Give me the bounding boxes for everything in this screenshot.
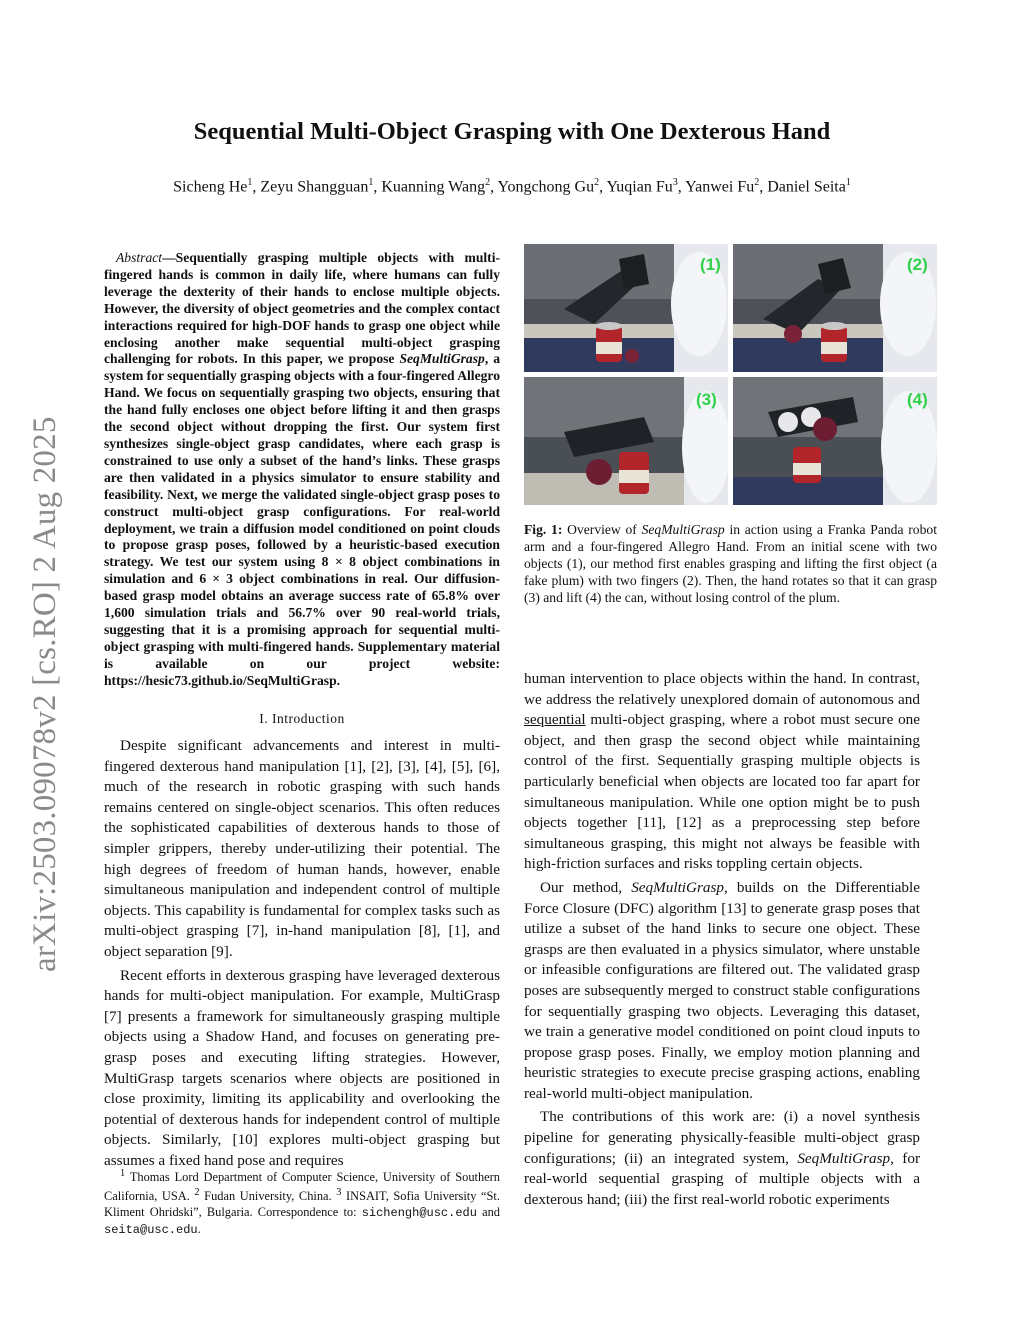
author: Daniel Seita <box>767 178 846 196</box>
paragraph: The contributions of this work are: (i) a novel synthesis pipeline for generating physically-feasible multi-object grasp configurations; (ii) an integrated system, SeqMultiGrasp, for real-world sequential grasping of multiple objects with a dexterous hand; (iii) the first real-world robotic experiments <box>524 1108 921 1208</box>
paper-title: Sequential Multi-Object Grasping with One Dexterous Hand <box>193 118 831 145</box>
author-list: Sicheng He$^1$, Zeyu Shangguan$^1$, Kuanning Wang$^2$, Yongchong Gu$^2$, Yuqian Fu$^3$, Yanwei Fu$^2$, Daniel Seita$^1$ <box>173 177 851 196</box>
section-heading: I. Introduction <box>259 711 345 726</box>
arxiv-stamp: arXiv:2503.09078v2 [cs.RO] 2 Aug 2025 <box>27 416 63 972</box>
author: Kuanning Wang <box>381 178 486 196</box>
right-column-text <box>524 669 920 1210</box>
abstract: Abstract—Sequentially grasping multiple objects with multi-fingered hands is common in daily life, where humans can fully leverage the dexterity of their hands to enclose multiple objects. However, the diversity of object geometries and the complex contact interactions required for high-DOF hands to grasp one object while enclosing another make sequential multi-object grasping challenging for robots. In this paper, we propose SeqMultiGrasp, a system for sequentially grasping objects with a four-fingered Allegro Hand. We focus on sequentially grasping two objects, ensuring that the hand fully encloses one object before lifting it and then grasps the second object without dropping the first. Our system first synthesizes single-object grasp candidates, where each grasp is constrained to use only a subset of the hand’s links. These grasps are then validated in a physics simulator to ensure stability and feasibility. Next, we merge the validated single-object grasp poses to construct multi-object grasp configurations. For real-world deployment, we train a diffusion model conditioned on point clouds to propose grasp poses, followed by a heuristic-based execution strategy. We test our system using 8 × 8 object combinations in simulation and 6 × 3 object combinations in real. Our diffusion-based grasp model obtains an average success rate of 65.8% over 1,600 simulation trials and 56.7% over 90 real-world trials, suggesting that it is a promising approach for sequential multi-object grasping with multi-fingered hands. Supplementary material is available on our project website: https://hesic73.github.io/SeqMultiGrasp. <box>104 250 500 688</box>
panel-label: (1) <box>700 255 721 274</box>
paragraph: human intervention to place objects within the hand. In contrast, we address the relatively unexplored domain of autonomous and sequential multi-object grasping, where a robot must secure one object, and then grasp the second object while maintaining control of the first. Sequentially grasping multiple objects is particularly beneficial when objects are located too far apart for simultaneous manipulation. While one option might be to push objects together [11], [12] as a preprocessing step before simultaneous grasping, this might not always be feasible with high-friction surfaces and risks toppling certain objects. <box>524 670 920 873</box>
email-link[interactable]: sichengh@usc.edu <box>361 1206 477 1221</box>
author: Yongchong Gu <box>497 178 595 196</box>
figure-panel-4 <box>733 377 937 505</box>
email-link[interactable]: seita@usc.edu <box>104 1223 198 1238</box>
author: Yuqian Fu <box>606 178 673 196</box>
paragraph: Recent efforts in dexterous grasping have leveraged dexterous hands for multi-object manipulation. For example, MultiGrasp [7] presents a framework for simultaneously grasping multiple objects using a Shadow Hand, and focuses on generating pre-grasp poses and executing lifting strategies. However, MultiGrasp targets scenarios where objects are positioned in close proximity, limiting its applicability and overlooking the potential of dexterous hands for independent control of multiple objects. Similarly, [10] explores multi-object grasping but assumes a fixed hand pose and requires <box>104 966 500 1169</box>
paragraph: Despite significant advancements and interest in multi-fingered dexterous hand manipulation [1], [2], [3], [4], [5], [6], much of the research in robotic grasping with such hands remains centered on single-object scenarios. This often reduces the sophisticated capabilities of dexterous hands to those of simpler grippers, thereby under-utilizing their potential. The high degrees of freedom of human hands, however, enable simultaneous manipulation and independent control of multiple objects. This capability is fundamental for complex tasks such as multi-object grasping [7], in-hand manipulation [8], [1], and object separation [9]. <box>104 737 500 960</box>
author: Sicheng He <box>173 178 248 196</box>
figure-panel-3 <box>524 377 728 505</box>
panel-label: (3) <box>696 390 717 409</box>
author: Yanwei Fu <box>685 178 755 196</box>
paragraph: Our method, SeqMultiGrasp, builds on the Differentiable Force Closure (DFC) algorithm [13] to generate grasp poses that utilize a subset of the hand links to secure one object. These grasps are then evaluated in a physics simulator, where unstable or infeasible configurations are filtered out. The validated grasp poses are subsequently merged to construct stable configurations for sequentially grasping two objects. Leveraging this dataset, we train a generative model conditioned on point cloud inputs to propose grasp poses. Finally, we employ motion planning and heuristic strategies to execute precise grasping actions, enabling real-world multi-object manipulation. <box>524 878 920 1102</box>
footnote: $^1$ Thomas Lord Department of Computer Science, University of Southern California, USA. $^2$ Fudan University, China. $^3$ INSAIT, Sofia University “St. Kliment Ohridski”, Bulgaria. Correspondence to: sichengh@usc.edu and seita@usc.edu. <box>104 1168 501 1238</box>
author: Zeyu Shangguan <box>260 178 369 196</box>
panel-label: (2) <box>907 255 928 274</box>
panel-label: (4) <box>907 390 928 409</box>
figure-1 <box>524 244 937 505</box>
figure-caption: Fig. 1: Overview of SeqMultiGrasp in action using a Franka Panda robot arm and a four-fingered Allegro Hand. From an initial scene with two objects (1), our method first enables grasping and lifting the first object (a fake plum) with two fingers (2). Then, the hand rotates so that it can grasp (3) and lift (4) the can, without losing control of the plum. <box>524 522 937 605</box>
figure-panel-1 <box>524 244 728 372</box>
figure-panel-2 <box>733 244 937 372</box>
introduction-text <box>104 736 500 1171</box>
